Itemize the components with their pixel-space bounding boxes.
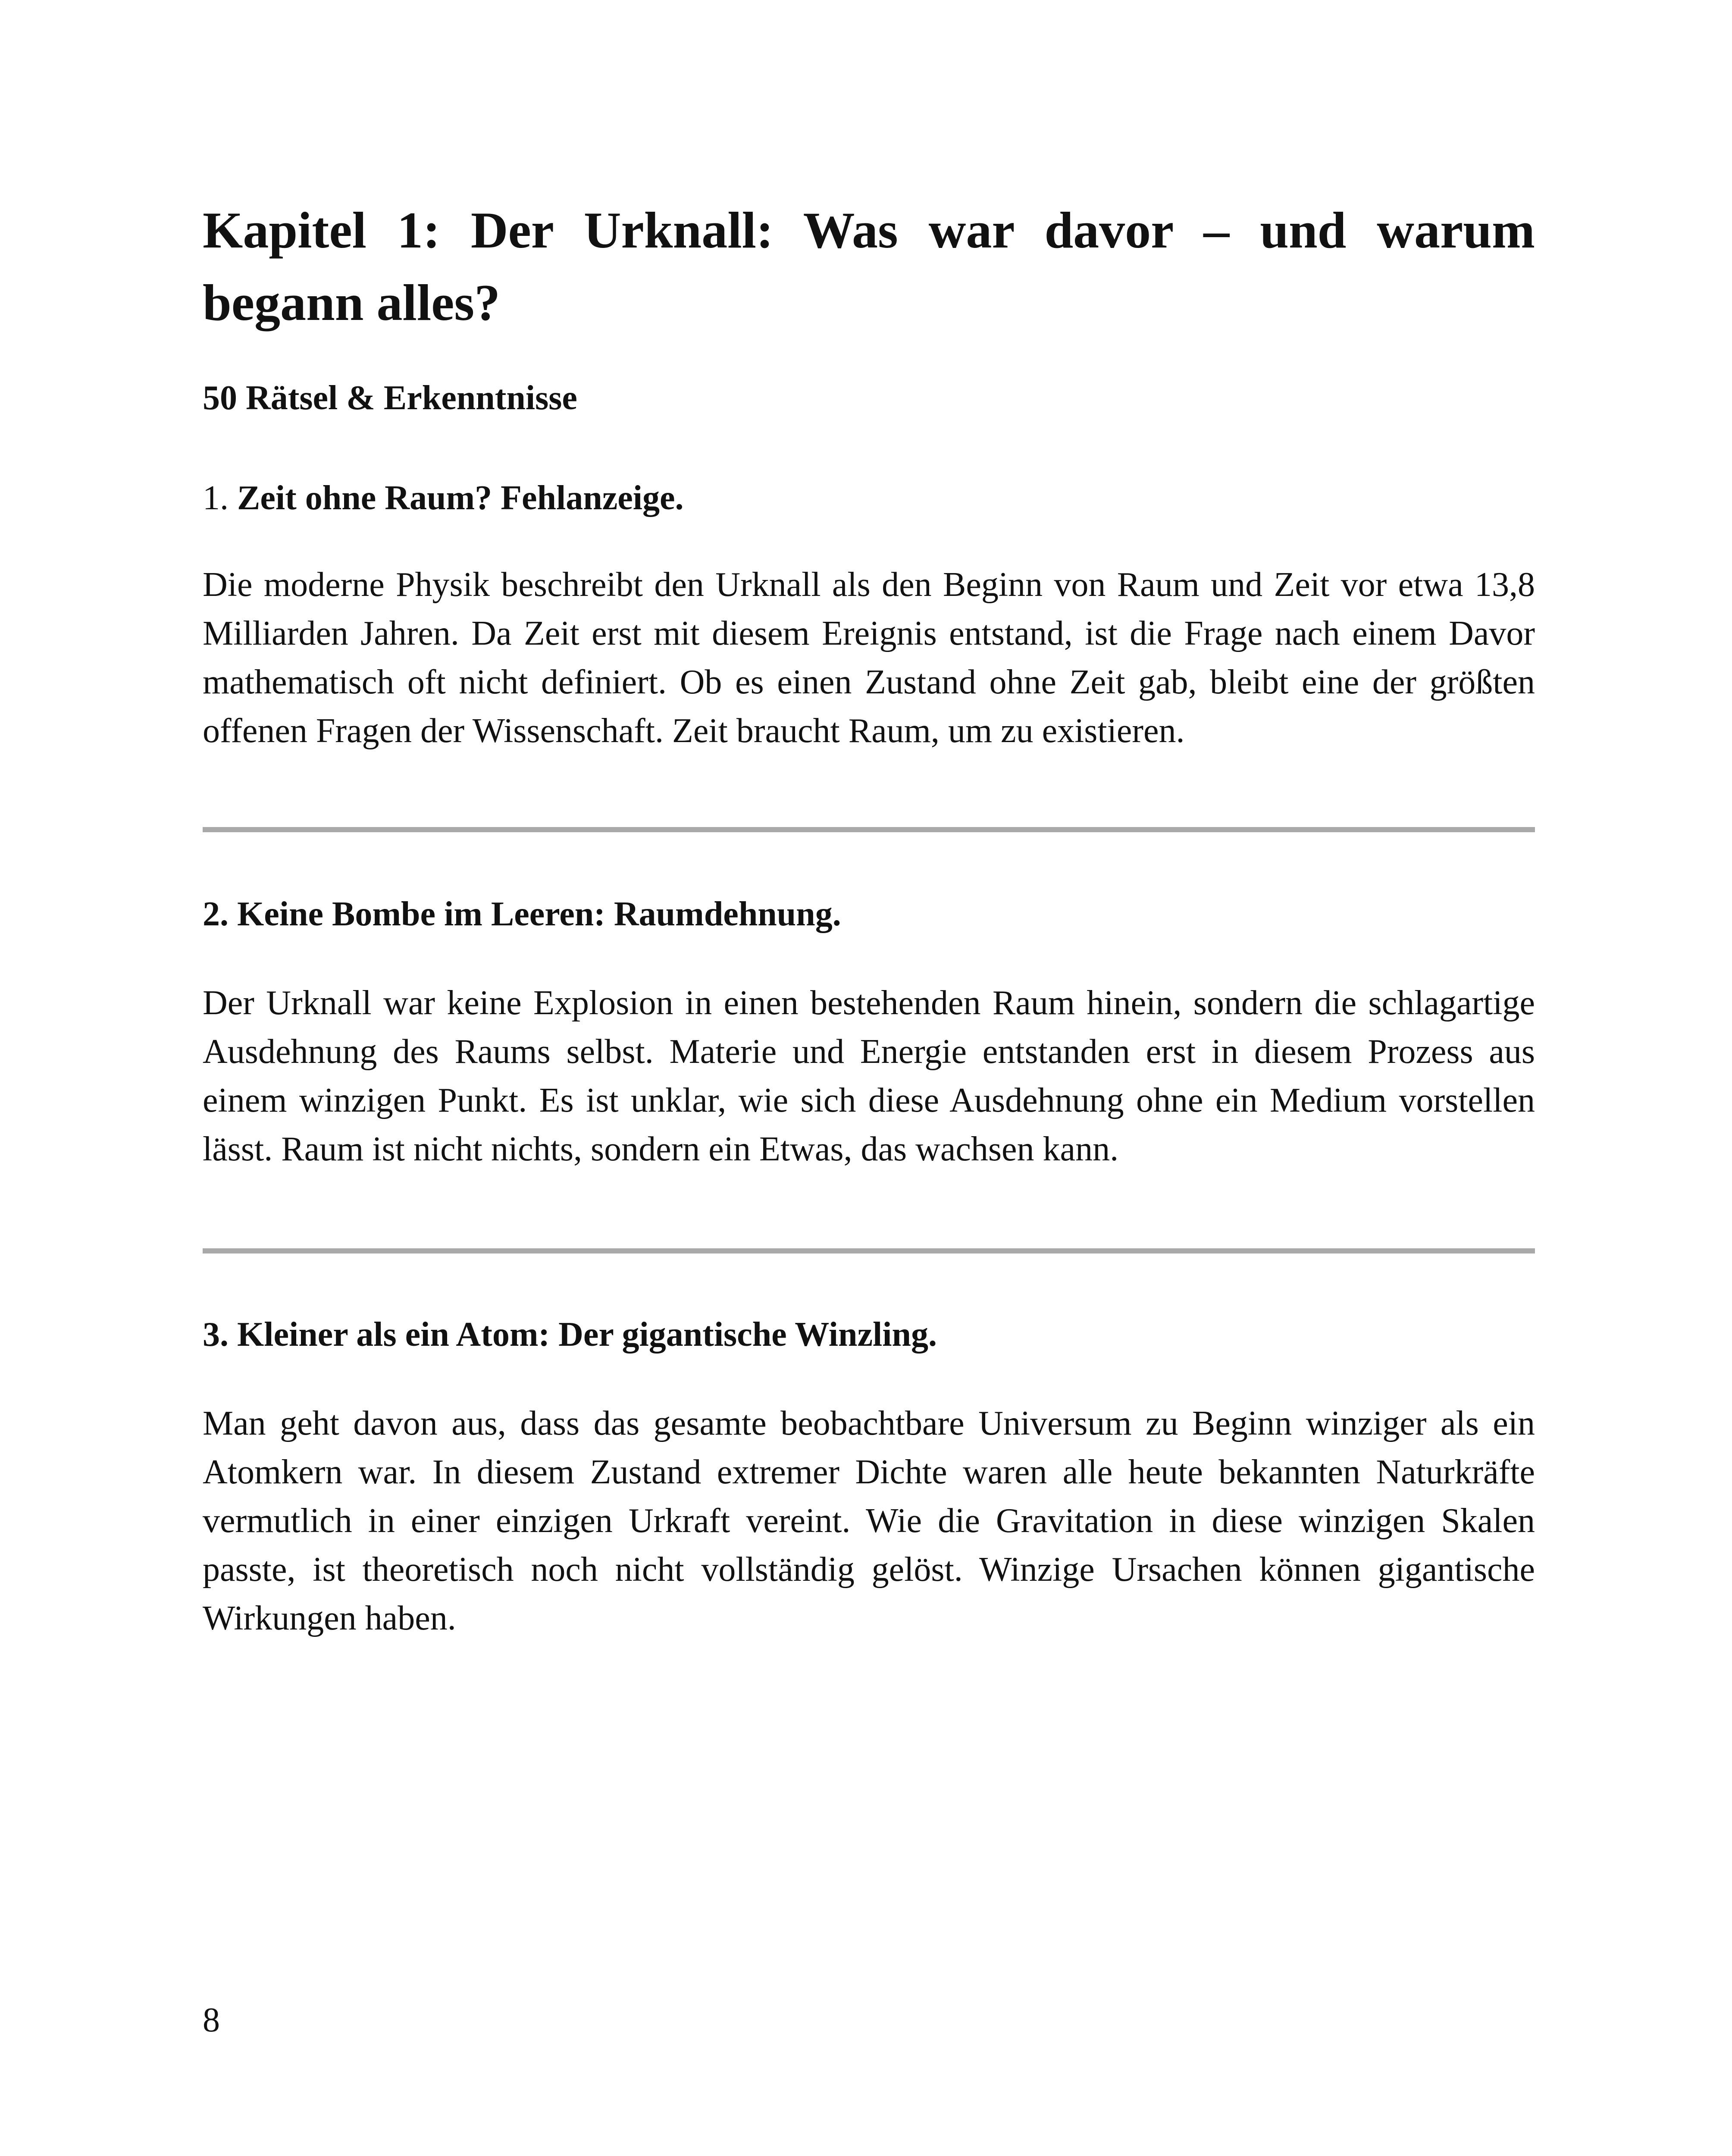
item-3-number: 3. — [203, 1316, 229, 1354]
item-2-title: Keine Bombe im Leeren: Raumdehnung. — [237, 895, 841, 933]
item-3-heading — [203, 1311, 937, 1358]
document-page — [203, 0, 1535, 2156]
item-1-title: Zeit ohne Raum? Fehlanzeige. — [237, 479, 684, 517]
chapter-subtitle: 50 Rätsel & Erkenntnisse — [203, 379, 577, 417]
item-1-heading — [203, 474, 683, 522]
item-1-number: 1. — [203, 479, 229, 517]
page-number: 8 — [203, 2001, 220, 2039]
item-2-heading — [203, 890, 841, 938]
chapter-title: Kapitel 1: Der Urknall: Was war davor – und warum begann alles? — [203, 201, 1535, 331]
section-divider — [203, 1248, 1535, 1253]
item-2-number: 2. — [203, 895, 229, 933]
item-3-title: Kleiner als ein Atom: Der gigantische Winzling. — [237, 1316, 937, 1354]
item-2-text: Der Urknall war keine Explosion in einen bestehenden Raum hinein, sondern die schlagartige Ausdehnung des Raums selbst. Materie und Energie entstanden erst in diesem Prozess aus einem winzigen Punkt. Es ist unklar, wie sich diese Ausdehnung ohne ein Medium vorstellen lässt. Raum ist nicht nichts, sondern ein Etwas, das wachsen kann. — [203, 984, 1535, 1168]
item-1-text: Die moderne Physik beschreibt den Urknall als den Beginn von Raum und Zeit vor etwa 13,8 Milliarden Jahren. Da Zeit erst mit diesem Ereignis entstand, ist die Frage nach einem Davor mathematisch oft nicht definiert. Ob es einen Zustand ohne Zeit gab, bleibt eine der größten offenen Fragen der Wissenschaft. Zeit braucht Raum, um zu existieren. — [203, 566, 1535, 750]
item-3-text: Man geht davon aus, dass das gesamte beobachtbare Universum zu Beginn winziger als ein Atomkern war. In diesem Zustand extremer Dichte waren alle heute bekannten Naturkräfte vermutlich in einer einzigen Urkraft vereint. Wie die Gravitation in diese winzigen Skalen passte, ist theoretisch noch nicht vollständig gelöst. Winzige Ursachen können gigantische Wirkungen haben. — [203, 1404, 1535, 1637]
section-divider — [203, 827, 1535, 832]
